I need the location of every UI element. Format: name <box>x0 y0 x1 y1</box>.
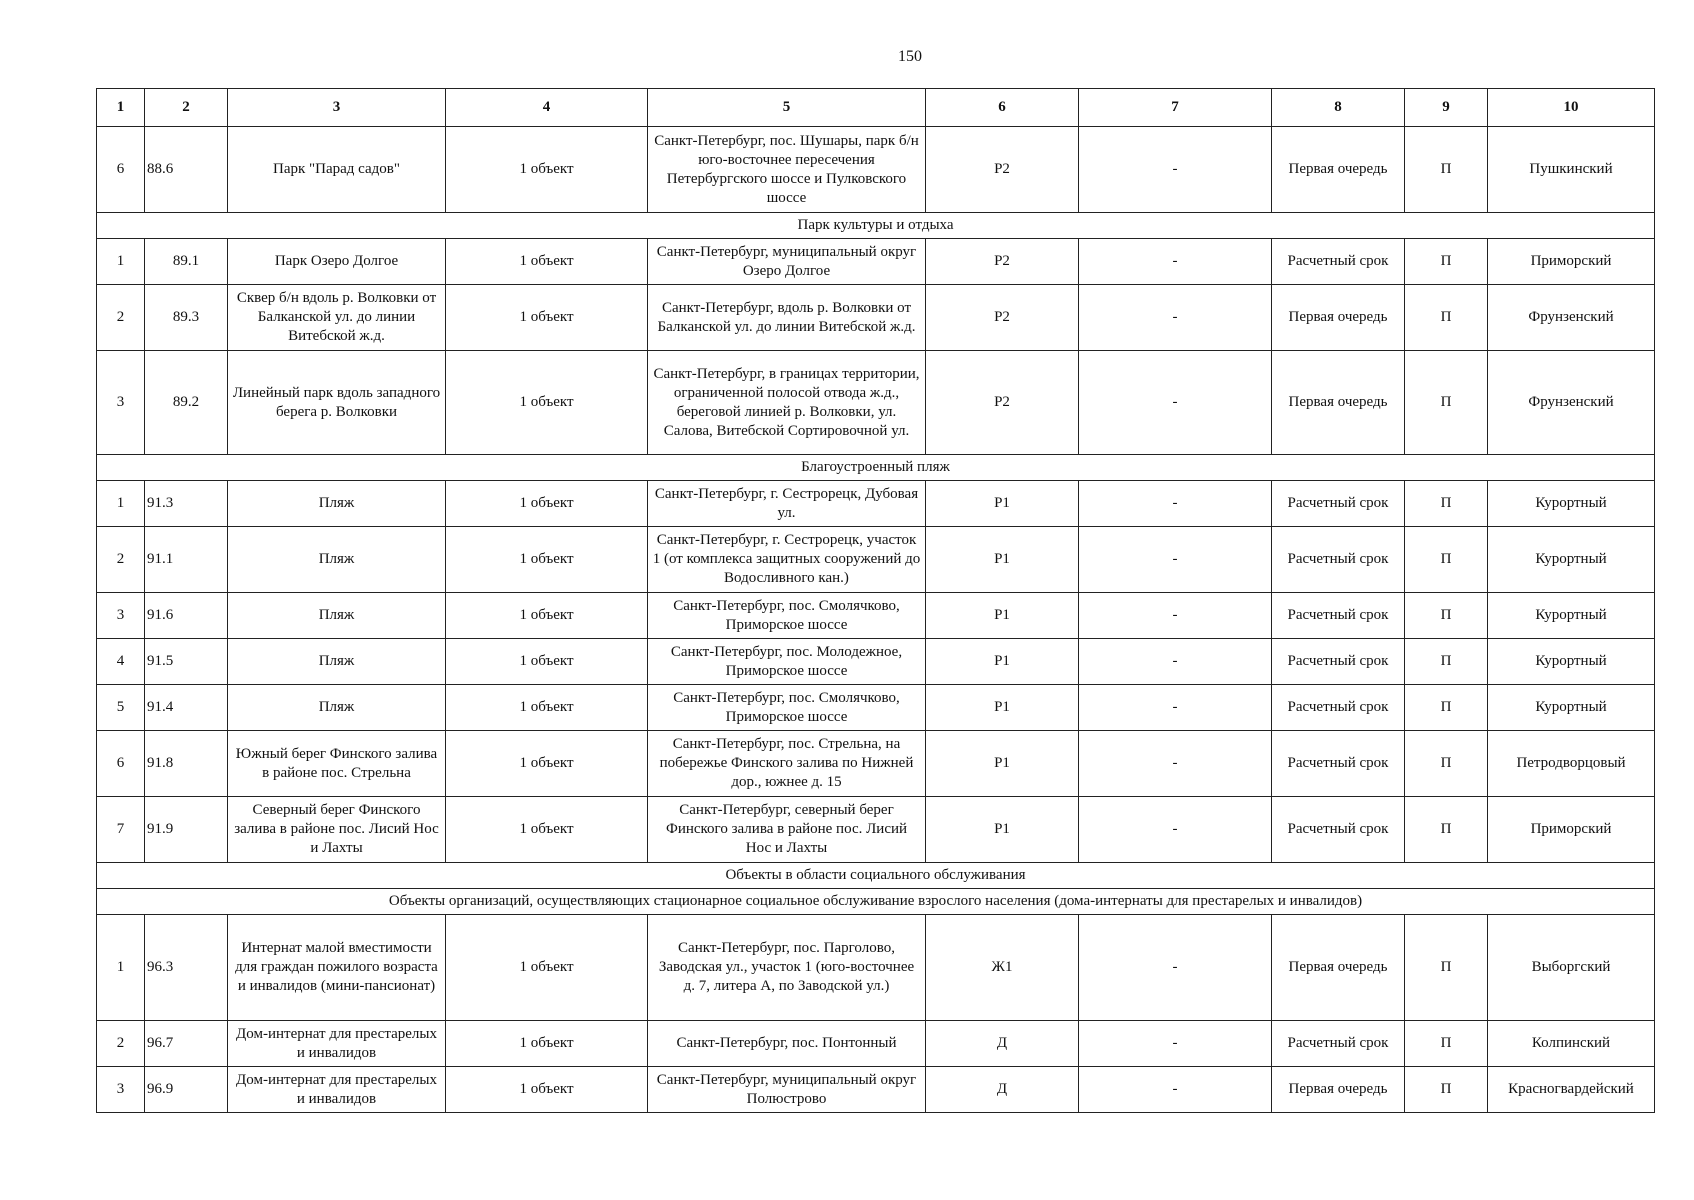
zone-cell: Ж1 <box>926 915 1079 1021</box>
term-cell: Расчетный срок <box>1272 731 1405 797</box>
address-cell: Санкт-Петербург, муниципальный округ Озеро Долгое <box>648 239 926 285</box>
term-cell: Первая очередь <box>1272 127 1405 213</box>
object-name-cell: Пляж <box>228 481 446 527</box>
row-number-cell: 6 <box>97 127 145 213</box>
status-cell: П <box>1405 915 1488 1021</box>
address-cell: Санкт-Петербург, пос. Понтонный <box>648 1021 926 1067</box>
table-row <box>97 351 1655 455</box>
quantity-cell: 1 объект <box>446 1021 648 1067</box>
header-cell: 6 <box>926 89 1079 127</box>
object-name-cell: Пляж <box>228 639 446 685</box>
row-number-cell: 6 <box>97 731 145 797</box>
address-cell: Санкт-Петербург, пос. Парголово, Заводская ул., участок 1 (юго-восточнее д. 7, литера А, по Заводской ул.) <box>648 915 926 1021</box>
code-cell: 91.5 <box>145 639 228 685</box>
status-cell: П <box>1405 639 1488 685</box>
zone-cell: Р2 <box>926 285 1079 351</box>
status-cell: П <box>1405 239 1488 285</box>
row-number-cell: 3 <box>97 593 145 639</box>
code-cell: 89.3 <box>145 285 228 351</box>
quantity-cell: 1 объект <box>446 351 648 455</box>
code-cell: 91.1 <box>145 527 228 593</box>
table-row <box>97 593 1655 639</box>
term-cell: Расчетный срок <box>1272 639 1405 685</box>
term-cell: Расчетный срок <box>1272 593 1405 639</box>
header-cell: 2 <box>145 89 228 127</box>
district-cell: Приморский <box>1488 797 1655 863</box>
column-7-cell: - <box>1079 351 1272 455</box>
zone-cell: Р1 <box>926 639 1079 685</box>
district-cell: Курортный <box>1488 527 1655 593</box>
status-cell: П <box>1405 351 1488 455</box>
quantity-cell: 1 объект <box>446 285 648 351</box>
column-7-cell: - <box>1079 593 1272 639</box>
zone-cell: Р2 <box>926 239 1079 285</box>
header-row <box>97 89 1655 127</box>
column-7-cell: - <box>1079 1067 1272 1113</box>
term-cell: Расчетный срок <box>1272 797 1405 863</box>
row-number-cell: 2 <box>97 527 145 593</box>
code-cell: 91.8 <box>145 731 228 797</box>
term-cell: Первая очередь <box>1272 1067 1405 1113</box>
status-cell: П <box>1405 685 1488 731</box>
quantity-cell: 1 объект <box>446 527 648 593</box>
district-cell: Курортный <box>1488 481 1655 527</box>
quantity-cell: 1 объект <box>446 797 648 863</box>
column-7-cell: - <box>1079 1021 1272 1067</box>
section-header-row <box>97 863 1655 889</box>
column-7-cell: - <box>1079 527 1272 593</box>
district-cell: Фрунзенский <box>1488 351 1655 455</box>
header-cell: 3 <box>228 89 446 127</box>
page-number: 150 <box>898 48 922 65</box>
term-cell: Первая очередь <box>1272 915 1405 1021</box>
term-cell: Расчетный срок <box>1272 685 1405 731</box>
header-cell: 1 <box>97 89 145 127</box>
term-cell: Первая очередь <box>1272 285 1405 351</box>
row-number-cell: 4 <box>97 639 145 685</box>
planning-table <box>96 88 1655 1113</box>
status-cell: П <box>1405 1021 1488 1067</box>
district-cell: Приморский <box>1488 239 1655 285</box>
district-cell: Курортный <box>1488 593 1655 639</box>
district-cell: Курортный <box>1488 685 1655 731</box>
code-cell: 96.3 <box>145 915 228 1021</box>
address-cell: Санкт-Петербург, в границах территории, ограниченной полосой отвода ж.д., береговой линией р. Волковки, ул. Салова, Витебской Сортировочной ул. <box>648 351 926 455</box>
row-number-cell: 2 <box>97 285 145 351</box>
table-row <box>97 685 1655 731</box>
table-row <box>97 731 1655 797</box>
table-row <box>97 915 1655 1021</box>
status-cell: П <box>1405 731 1488 797</box>
zone-cell: Р1 <box>926 527 1079 593</box>
table-row <box>97 527 1655 593</box>
header-cell: 8 <box>1272 89 1405 127</box>
row-number-cell: 1 <box>97 481 145 527</box>
header-cell: 5 <box>648 89 926 127</box>
object-name-cell: Дом-интернат для престарелых и инвалидов <box>228 1067 446 1113</box>
object-name-cell: Линейный парк вдоль западного берега р. Волковки <box>228 351 446 455</box>
zone-cell: Р1 <box>926 593 1079 639</box>
header-cell: 7 <box>1079 89 1272 127</box>
table-row <box>97 285 1655 351</box>
status-cell: П <box>1405 797 1488 863</box>
row-number-cell: 3 <box>97 351 145 455</box>
table-row <box>97 797 1655 863</box>
code-cell: 96.9 <box>145 1067 228 1113</box>
row-number-cell: 5 <box>97 685 145 731</box>
object-name-cell: Интернат малой вместимости для граждан пожилого возраста и инвалидов (мини-пансионат) <box>228 915 446 1021</box>
status-cell: П <box>1405 481 1488 527</box>
quantity-cell: 1 объект <box>446 731 648 797</box>
term-cell: Расчетный срок <box>1272 481 1405 527</box>
table-row <box>97 639 1655 685</box>
column-7-cell: - <box>1079 685 1272 731</box>
status-cell: П <box>1405 527 1488 593</box>
district-cell: Колпинский <box>1488 1021 1655 1067</box>
code-cell: 96.7 <box>145 1021 228 1067</box>
row-number-cell: 3 <box>97 1067 145 1113</box>
section-title: Благоустроенный пляж <box>97 455 1655 481</box>
term-cell: Расчетный срок <box>1272 527 1405 593</box>
quantity-cell: 1 объект <box>446 239 648 285</box>
table-row <box>97 481 1655 527</box>
address-cell: Санкт-Петербург, северный берег Финского залива в районе пос. Лисий Нос и Лахты <box>648 797 926 863</box>
zone-cell: Р1 <box>926 731 1079 797</box>
object-name-cell: Парк "Парад садов" <box>228 127 446 213</box>
table-row <box>97 239 1655 285</box>
quantity-cell: 1 объект <box>446 593 648 639</box>
address-cell: Санкт-Петербург, вдоль р. Волковки от Балканской ул. до линии Витебской ж.д. <box>648 285 926 351</box>
code-cell: 91.6 <box>145 593 228 639</box>
term-cell: Расчетный срок <box>1272 1021 1405 1067</box>
zone-cell: Р1 <box>926 685 1079 731</box>
quantity-cell: 1 объект <box>446 1067 648 1113</box>
address-cell: Санкт-Петербург, муниципальный округ Полюстрово <box>648 1067 926 1113</box>
address-cell: Санкт-Петербург, пос. Стрельна, на побережье Финского залива по Нижней дор., южнее д. 15 <box>648 731 926 797</box>
object-name-cell: Сквер б/н вдоль р. Волковки от Балканской ул. до линии Витебской ж.д. <box>228 285 446 351</box>
address-cell: Санкт-Петербург, г. Сестрорецк, Дубовая ул. <box>648 481 926 527</box>
district-cell: Курортный <box>1488 639 1655 685</box>
district-cell: Выборгский <box>1488 915 1655 1021</box>
zone-cell: Р1 <box>926 481 1079 527</box>
column-7-cell: - <box>1079 731 1272 797</box>
status-cell: П <box>1405 1067 1488 1113</box>
column-7-cell: - <box>1079 127 1272 213</box>
row-number-cell: 1 <box>97 239 145 285</box>
row-number-cell: 7 <box>97 797 145 863</box>
address-cell: Санкт-Петербург, пос. Шушары, парк б/н юго-восточнее пересечения Петербургского шоссе и Пулковского шоссе <box>648 127 926 213</box>
table-row <box>97 127 1655 213</box>
object-name-cell: Северный берег Финского залива в районе пос. Лисий Нос и Лахты <box>228 797 446 863</box>
district-cell: Красногвардейский <box>1488 1067 1655 1113</box>
code-cell: 89.2 <box>145 351 228 455</box>
quantity-cell: 1 объект <box>446 915 648 1021</box>
row-number-cell: 1 <box>97 915 145 1021</box>
code-cell: 91.4 <box>145 685 228 731</box>
zone-cell: Д <box>926 1021 1079 1067</box>
zone-cell: Р2 <box>926 351 1079 455</box>
quantity-cell: 1 объект <box>446 639 648 685</box>
table-row <box>97 1021 1655 1067</box>
row-number-cell: 2 <box>97 1021 145 1067</box>
district-cell: Петродворцовый <box>1488 731 1655 797</box>
section-title: Объекты в области социального обслуживания <box>97 863 1655 889</box>
header-cell: 9 <box>1405 89 1488 127</box>
zone-cell: Р2 <box>926 127 1079 213</box>
column-7-cell: - <box>1079 481 1272 527</box>
column-7-cell: - <box>1079 639 1272 685</box>
address-cell: Санкт-Петербург, г. Сестрорецк, участок 1 (от комплекса защитных сооружений до Водосливного кан.) <box>648 527 926 593</box>
column-7-cell: - <box>1079 915 1272 1021</box>
quantity-cell: 1 объект <box>446 127 648 213</box>
zone-cell: Р1 <box>926 797 1079 863</box>
column-7-cell: - <box>1079 239 1272 285</box>
status-cell: П <box>1405 285 1488 351</box>
section-header-row <box>97 213 1655 239</box>
column-7-cell: - <box>1079 797 1272 863</box>
address-cell: Санкт-Петербург, пос. Смолячково, Приморское шоссе <box>648 685 926 731</box>
object-name-cell: Парк Озеро Долгое <box>228 239 446 285</box>
term-cell: Расчетный срок <box>1272 239 1405 285</box>
code-cell: 88.6 <box>145 127 228 213</box>
object-name-cell: Пляж <box>228 593 446 639</box>
district-cell: Пушкинский <box>1488 127 1655 213</box>
address-cell: Санкт-Петербург, пос. Молодежное, Приморское шоссе <box>648 639 926 685</box>
district-cell: Фрунзенский <box>1488 285 1655 351</box>
status-cell: П <box>1405 127 1488 213</box>
header-cell: 10 <box>1488 89 1655 127</box>
quantity-cell: 1 объект <box>446 685 648 731</box>
code-cell: 91.9 <box>145 797 228 863</box>
object-name-cell: Южный берег Финского залива в районе пос. Стрельна <box>228 731 446 797</box>
zone-cell: Д <box>926 1067 1079 1113</box>
section-title: Парк культуры и отдыха <box>97 213 1655 239</box>
column-7-cell: - <box>1079 285 1272 351</box>
header-cell: 4 <box>446 89 648 127</box>
code-cell: 89.1 <box>145 239 228 285</box>
section-header-row <box>97 889 1655 915</box>
term-cell: Первая очередь <box>1272 351 1405 455</box>
status-cell: П <box>1405 593 1488 639</box>
table-body <box>97 127 1655 1113</box>
object-name-cell: Пляж <box>228 685 446 731</box>
section-header-row <box>97 455 1655 481</box>
table-row <box>97 1067 1655 1113</box>
address-cell: Санкт-Петербург, пос. Смолячково, Приморское шоссе <box>648 593 926 639</box>
object-name-cell: Дом-интернат для престарелых и инвалидов <box>228 1021 446 1067</box>
object-name-cell: Пляж <box>228 527 446 593</box>
quantity-cell: 1 объект <box>446 481 648 527</box>
section-title: Объекты организаций, осуществляющих стационарное социальное обслуживание взрослого населения (дома-интернаты для престарелых и инвалидов) <box>97 889 1655 915</box>
code-cell: 91.3 <box>145 481 228 527</box>
